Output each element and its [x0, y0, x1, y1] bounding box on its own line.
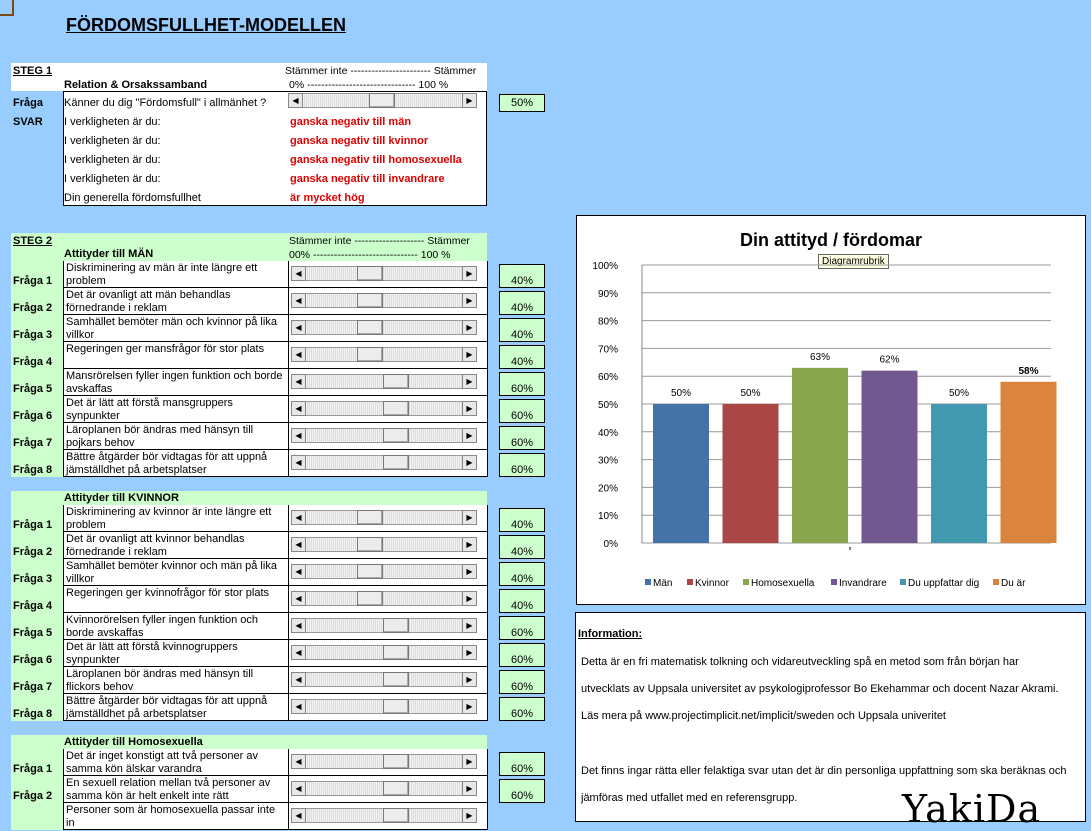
- steg2-label: STEG 2: [13, 235, 53, 247]
- data-label: 58%: [1018, 365, 1039, 377]
- question-text: Bättre åtgärder bör vidtagas för att uppnå jämställdhet på arbetsplatser: [63, 450, 289, 477]
- question-row: [11, 803, 487, 830]
- answer-slider[interactable]: [289, 450, 488, 477]
- scroll-right-icon[interactable]: ▶: [462, 591, 477, 606]
- question-text: Det är ovanligt att män behandlas förnedrande i reklam: [63, 288, 289, 315]
- question-number: Fråga 2: [13, 546, 53, 558]
- slider-track[interactable]: [291, 401, 477, 416]
- answer-percent: 60%: [499, 697, 545, 721]
- question-row: [11, 450, 487, 477]
- question-text: En sexuell relation mellan två personer av samma kön är helt enkelt inte rätt: [63, 776, 289, 803]
- scroll-left-icon[interactable]: ◀: [291, 455, 306, 470]
- steg1-percent: 50%: [499, 94, 545, 112]
- answer-percent: 40%: [499, 345, 545, 369]
- data-label: 50%: [740, 388, 761, 399]
- slider-track[interactable]: [291, 320, 477, 335]
- answer-slider[interactable]: [289, 369, 488, 396]
- question-text: Samhället bemöter män och kvinnor på lika villkor: [63, 315, 289, 342]
- answer-slider[interactable]: [289, 776, 488, 803]
- slider-track[interactable]: [291, 293, 477, 308]
- question-text: Det är lätt att förstå mansgruppers synpunkter: [63, 396, 289, 423]
- question-text: Bättre åtgärder bör vidtagas för att uppnå jämställdhet på arbetsplatser: [63, 694, 289, 721]
- scroll-right-icon[interactable]: ▶: [462, 699, 477, 714]
- scroll-right-icon[interactable]: ▶: [462, 754, 477, 769]
- question-row: [11, 694, 487, 721]
- answer-value: ganska negativ till män: [290, 116, 412, 128]
- scroll-left-icon[interactable]: ◀: [291, 781, 306, 796]
- answer-slider[interactable]: [289, 667, 488, 694]
- slider-track[interactable]: [291, 428, 477, 443]
- answer-value: ganska negativ till invandrare: [290, 173, 445, 185]
- y-tick-label: 70%: [597, 344, 618, 356]
- slider-track[interactable]: [291, 537, 477, 552]
- chart-title-tooltip: Diagramrubrik: [818, 254, 889, 269]
- steg1-scale-header: Stämmer inte ----------------------- Stämmer: [285, 65, 477, 77]
- answer-slider[interactable]: [289, 613, 488, 640]
- question-text: Läroplanen bör ändras med hänsyn till flickors behov: [63, 667, 289, 694]
- question-row: [11, 613, 487, 640]
- question-number: Fråga 6: [13, 410, 53, 422]
- answer-slider[interactable]: [289, 640, 488, 667]
- answer-slider[interactable]: [289, 505, 488, 532]
- slider-track[interactable]: [291, 347, 477, 362]
- answer-slider[interactable]: [289, 288, 488, 315]
- slider-thumb[interactable]: [383, 754, 409, 769]
- slider-thumb[interactable]: [383, 428, 409, 443]
- legend-swatch: [993, 579, 999, 585]
- question-row: [11, 559, 487, 586]
- scroll-right-icon[interactable]: ▶: [462, 266, 477, 281]
- answer-percent: 60%: [499, 426, 545, 450]
- chart-plot: [577, 216, 1085, 604]
- legend-swatch: [900, 579, 906, 585]
- slider-thumb[interactable]: [369, 93, 395, 108]
- question-number: Fråga 8: [13, 708, 53, 720]
- question-row: [11, 776, 487, 803]
- section-title: Attityder till KVINNOR: [64, 492, 179, 504]
- scroll-left-icon[interactable]: ◀: [291, 374, 306, 389]
- slider-track[interactable]: [291, 645, 477, 660]
- answer-percent: 60%: [499, 670, 545, 694]
- scroll-left-icon[interactable]: ◀: [291, 672, 306, 687]
- question-text: Diskriminering av kvinnor är inte längre ett problem: [63, 505, 289, 532]
- answer-percent: 60%: [499, 453, 545, 477]
- scroll-left-icon[interactable]: ◀: [291, 591, 306, 606]
- scroll-left-icon[interactable]: ◀: [291, 618, 306, 633]
- steg1-slider[interactable]: [287, 92, 487, 110]
- question-text: Mansrörelsen fyller ingen funktion och borde avskaffas: [63, 369, 289, 396]
- scroll-left-icon[interactable]: ◀: [291, 347, 306, 362]
- slider-thumb[interactable]: [357, 591, 383, 606]
- question-row: [11, 423, 487, 450]
- question-number: Fråga 7: [13, 437, 53, 449]
- slider-thumb[interactable]: [383, 808, 409, 823]
- scroll-right-icon[interactable]: ▶: [462, 93, 477, 108]
- answer-percent: 40%: [499, 535, 545, 559]
- scroll-left-icon[interactable]: ◀: [291, 428, 306, 443]
- question-number: Fråga 1: [13, 763, 53, 775]
- y-tick-label: 90%: [597, 288, 618, 300]
- question-number: Fråga 1: [13, 519, 53, 531]
- answer-percent: 60%: [499, 372, 545, 396]
- svar-label: SVAR: [13, 116, 43, 128]
- answer-slider[interactable]: [289, 532, 488, 559]
- slider-track[interactable]: [291, 591, 477, 606]
- data-label: 50%: [670, 388, 692, 399]
- scroll-left-icon[interactable]: ◀: [291, 808, 306, 823]
- question-row: [11, 640, 487, 667]
- question-text: Samhället bemöter kvinnor och män på lika villkor: [63, 559, 289, 586]
- answer-label: I verkligheten är du:: [64, 135, 161, 147]
- slider-track[interactable]: [291, 699, 477, 714]
- slider-track[interactable]: [291, 781, 477, 796]
- steg1-question-text: Känner du dig "Fördomsfull" i allmänhet ?: [64, 97, 267, 109]
- section-title: Attityder till Homosexuella: [64, 736, 203, 748]
- y-tick-label: 100%: [592, 261, 618, 272]
- info-panel: [575, 612, 1086, 831]
- answer-percent: 60%: [499, 752, 545, 776]
- yakida-logo: YakiDa: [902, 787, 1042, 831]
- question-text: Kvinnorörelsen fyller ingen funktion och borde avskaffas: [63, 613, 289, 640]
- slider-thumb[interactable]: [383, 374, 409, 389]
- bar-invandrare: [862, 371, 918, 543]
- answer-label: Din generella fördomsfullhet: [64, 192, 201, 204]
- bar-homosexuella: [792, 368, 848, 543]
- legend-label: Män: [653, 578, 673, 589]
- slider-track[interactable]: [291, 510, 477, 525]
- steg1-label: STEG 1: [13, 65, 53, 77]
- slider-track[interactable]: [291, 266, 477, 281]
- legend-label: Du uppfattar dig: [908, 578, 980, 589]
- legend-swatch: [645, 579, 651, 585]
- fraga-label: Fråga: [13, 97, 43, 109]
- question-number: Fråga 3: [13, 329, 53, 341]
- slider-thumb[interactable]: [357, 293, 383, 308]
- bar-män: [653, 404, 709, 543]
- info-line-3[interactable]: Läs mera på www.projectimplicit.net/implicit/sweden och Uppsala univeritet: [581, 710, 946, 722]
- scroll-right-icon[interactable]: ▶: [462, 537, 477, 552]
- question-number: Fråga 5: [13, 383, 53, 395]
- question-number: Fråga 4: [13, 600, 53, 612]
- legend-label: Homosexuella: [751, 578, 815, 589]
- steg1-scale-percent: 0% ------------------------------- 100 %: [289, 79, 449, 91]
- answer-slider[interactable]: [289, 586, 488, 613]
- attitude-chart: [576, 215, 1086, 605]
- slider-track[interactable]: [291, 618, 477, 633]
- bar-du-är: [1001, 382, 1057, 543]
- slider-thumb[interactable]: [383, 699, 409, 714]
- answer-slider[interactable]: [289, 261, 488, 288]
- question-text: Personer som är homosexuella passar inte in: [63, 803, 289, 830]
- slider-thumb[interactable]: [383, 672, 409, 687]
- answer-value: ganska negativ till kvinnor: [290, 135, 429, 147]
- info-line-2: utvecklats av Uppsala universitet av psykologiprofessor Bo Ekehammar och docent Nazar Akrami.: [581, 683, 1059, 695]
- answer-percent: 40%: [499, 589, 545, 613]
- slider-thumb[interactable]: [357, 320, 383, 335]
- chart-title: Din attityd / fördomar: [739, 230, 922, 250]
- question-row: [11, 532, 487, 559]
- legend-label: Invandrare: [839, 578, 887, 589]
- question-number: Fråga 6: [13, 654, 53, 666]
- y-tick-label: 30%: [597, 455, 618, 467]
- slider-track[interactable]: [291, 672, 477, 687]
- scroll-right-icon[interactable]: ▶: [462, 401, 477, 416]
- question-number: Fråga 1: [13, 275, 53, 287]
- scroll-left-icon[interactable]: ◀: [291, 320, 306, 335]
- scroll-left-icon[interactable]: ◀: [291, 754, 306, 769]
- question-row: [11, 342, 487, 369]
- slider-thumb[interactable]: [357, 266, 383, 281]
- answer-percent: 40%: [499, 264, 545, 288]
- scroll-left-icon[interactable]: ◀: [291, 537, 306, 552]
- answer-value: ganska negativ till homosexuella: [290, 154, 462, 166]
- legend-label: Kvinnor: [695, 578, 729, 589]
- answer-slider[interactable]: [289, 396, 488, 423]
- question-number: Fråga 2: [13, 790, 53, 802]
- question-number: Fråga 5: [13, 627, 53, 639]
- y-tick-label: 60%: [597, 372, 618, 384]
- question-text: Läroplanen bör ändras med hänsyn till pojkars behov: [63, 423, 289, 450]
- y-tick-label: 0%: [603, 539, 618, 550]
- answer-slider[interactable]: [289, 342, 488, 369]
- question-text: Det är ovanligt att kvinnor behandlas förnedrande i reklam: [63, 532, 289, 559]
- question-row: [11, 315, 487, 342]
- steg2-scale-percent: 00% ------------------------------ 100 %: [289, 249, 451, 261]
- info-heading: Information:: [578, 628, 643, 640]
- answer-slider[interactable]: [289, 803, 488, 830]
- scroll-left-icon[interactable]: ◀: [291, 293, 306, 308]
- y-tick-label: 20%: [597, 483, 618, 495]
- y-tick-label: 80%: [597, 316, 618, 328]
- info-line-1: Detta är en fri matematisk tolkning och vidareutveckling spå en metod som från början har: [581, 656, 1019, 668]
- scroll-right-icon[interactable]: ▶: [462, 455, 477, 470]
- scroll-right-icon[interactable]: ▶: [462, 645, 477, 660]
- question-row: [11, 749, 487, 776]
- legend-swatch: [743, 579, 749, 585]
- slider-thumb[interactable]: [383, 455, 409, 470]
- slider-thumb[interactable]: [357, 537, 383, 552]
- answer-label: I verkligheten är du:: [64, 116, 161, 128]
- steg2-scale-header: Stämmer inte -------------------- Stämmer: [289, 235, 470, 247]
- scroll-left-icon[interactable]: ◀: [291, 510, 306, 525]
- question-text: Regeringen ger kvinnofrågor för stor plats: [63, 586, 289, 613]
- answer-slider[interactable]: [289, 694, 488, 721]
- slider-track[interactable]: [291, 754, 477, 769]
- question-text: Det är inget konstigt att två personer av samma kön älskar varandra: [63, 749, 289, 776]
- answer-label: I verkligheten är du:: [64, 154, 161, 166]
- section-title: Attityder till MÄN: [64, 248, 154, 260]
- question-number: Fråga 2: [13, 302, 53, 314]
- data-label: 50%: [948, 388, 970, 399]
- slider-track[interactable]: [291, 564, 477, 579]
- legend-label: Du är: [1001, 578, 1026, 589]
- scroll-right-icon[interactable]: ▶: [462, 618, 477, 633]
- answer-percent: 40%: [499, 318, 545, 342]
- scroll-left-icon[interactable]: ◀: [291, 564, 306, 579]
- question-text: Det är lätt att förstå kvinnogruppers synpunkter: [63, 640, 289, 667]
- scroll-right-icon[interactable]: ▶: [462, 781, 477, 796]
- data-label: 63%: [809, 351, 831, 363]
- answer-percent: 40%: [499, 508, 545, 532]
- question-number: Fråga 7: [13, 681, 53, 693]
- answer-slider[interactable]: [289, 423, 488, 450]
- scroll-right-icon[interactable]: ▶: [462, 293, 477, 308]
- scroll-left-icon[interactable]: ◀: [288, 93, 303, 108]
- scroll-right-icon[interactable]: ▶: [462, 374, 477, 389]
- slider-track[interactable]: [291, 374, 477, 389]
- scroll-right-icon[interactable]: ▶: [462, 320, 477, 335]
- slider-thumb[interactable]: [383, 618, 409, 633]
- slider-thumb[interactable]: [357, 564, 383, 579]
- legend-swatch: [687, 579, 693, 585]
- info-line-4: Det finns ingar rätta eller felaktiga svar utan det är din personliga uppfattning som ska beräknas och: [581, 765, 1067, 777]
- question-number: Fråga 8: [13, 464, 53, 476]
- y-tick-label: 40%: [597, 427, 618, 439]
- answer-slider[interactable]: [289, 315, 488, 342]
- question-text: Regeringen ger mansfrågor för stor plats: [63, 342, 289, 369]
- slider-thumb[interactable]: [383, 645, 409, 660]
- scroll-left-icon[interactable]: ◀: [291, 645, 306, 660]
- question-number: Fråga 3: [13, 573, 53, 585]
- scroll-left-icon[interactable]: ◀: [291, 699, 306, 714]
- answer-percent: 60%: [499, 779, 545, 803]
- answer-percent: 60%: [499, 616, 545, 640]
- page-title: FÖRDOMSFULLHET-MODELLEN: [66, 15, 346, 35]
- scroll-right-icon[interactable]: ▶: [462, 564, 477, 579]
- question-row: [11, 396, 487, 423]
- bar-kvinnor: [723, 404, 779, 543]
- slider-track[interactable]: [291, 455, 477, 470]
- question-number: Fråga 4: [13, 356, 53, 368]
- scroll-left-icon[interactable]: ◀: [291, 401, 306, 416]
- answer-label: I verkligheten är du:: [64, 173, 161, 185]
- slider-thumb[interactable]: [357, 510, 383, 525]
- cell-corner-marker: [0, 0, 14, 16]
- steg1-subtitle: Relation & Orsakssamband: [64, 79, 208, 91]
- bar-du-uppfattar-dig: [931, 404, 987, 543]
- answer-value: är mycket hög: [290, 192, 365, 204]
- slider-track[interactable]: [291, 808, 477, 823]
- scroll-right-icon[interactable]: ▶: [462, 672, 477, 687]
- answer-percent: 60%: [499, 399, 545, 423]
- question-text: Diskriminering av män är inte längre ett problem: [63, 261, 289, 288]
- scroll-right-icon[interactable]: ▶: [462, 428, 477, 443]
- slider-thumb[interactable]: [383, 781, 409, 796]
- question-row: [11, 369, 487, 396]
- y-tick-label: 50%: [597, 400, 618, 411]
- scroll-left-icon[interactable]: ◀: [291, 266, 306, 281]
- legend-swatch: [831, 579, 837, 585]
- answer-percent: 60%: [499, 643, 545, 667]
- question-row: [11, 586, 487, 613]
- question-row: [11, 505, 487, 532]
- scroll-right-icon[interactable]: ▶: [462, 347, 477, 362]
- answer-percent: 40%: [499, 562, 545, 586]
- answer-percent: 40%: [499, 291, 545, 315]
- answer-slider[interactable]: [289, 749, 488, 776]
- info-line-5: jämföras med utfallet med en referensgrupp.: [581, 792, 798, 804]
- data-label: 62%: [879, 354, 900, 366]
- scroll-right-icon[interactable]: ▶: [462, 510, 477, 525]
- answer-slider[interactable]: [289, 559, 488, 586]
- slider-thumb[interactable]: [383, 401, 409, 416]
- y-tick-label: 10%: [597, 511, 618, 523]
- question-row: [11, 261, 487, 288]
- question-row: [11, 667, 487, 694]
- question-row: [11, 288, 487, 315]
- scroll-right-icon[interactable]: ▶: [462, 808, 477, 823]
- slider-thumb[interactable]: [357, 347, 383, 362]
